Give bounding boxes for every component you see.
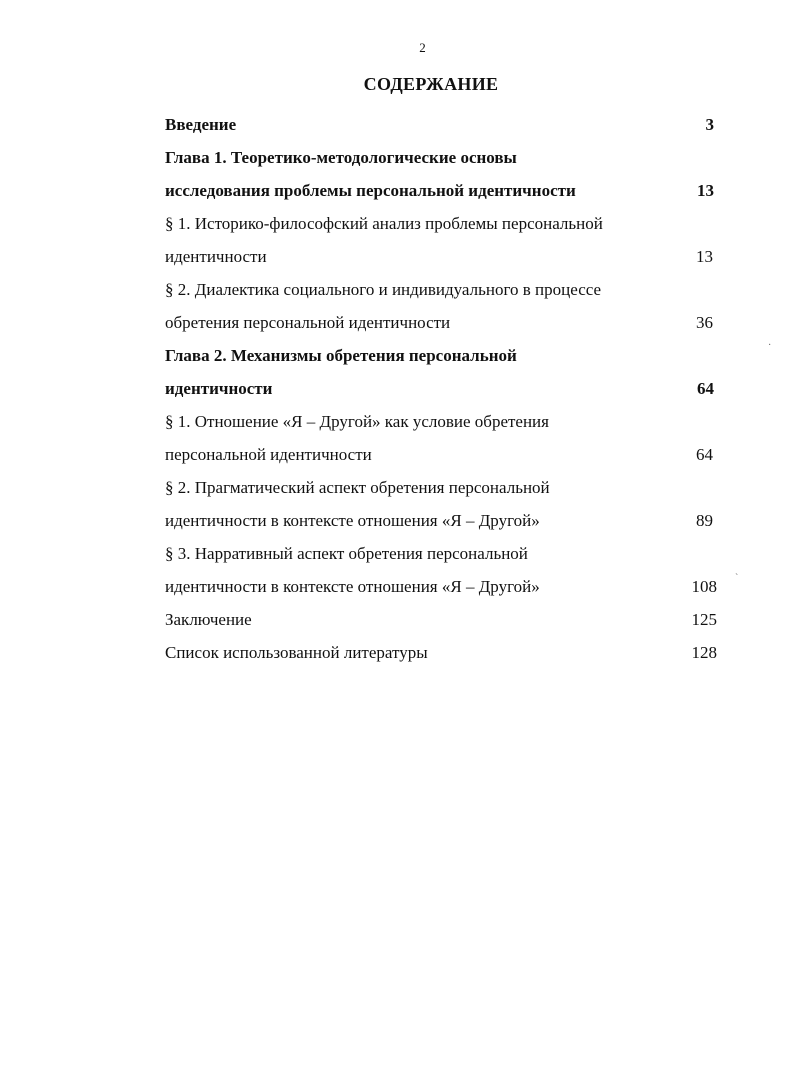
toc-page-number: 13	[697, 181, 714, 200]
toc-entry-section-1-2[interactable]	[165, 273, 717, 339]
toc-page-number: 64	[696, 445, 713, 464]
toc-entry-section-1-1[interactable]	[165, 207, 717, 273]
toc-entry-chapter-1[interactable]	[165, 141, 717, 207]
toc-entry-text: § 1. Отношение «Я – Другой» как условие обретения	[165, 412, 549, 431]
toc-entry-text: § 2. Прагматический аспект обретения персональной	[165, 478, 550, 497]
toc-entry-text: идентичности в контексте отношения «Я – Другой»	[165, 577, 540, 596]
toc-page-number: 3	[705, 115, 714, 134]
toc-entry-section-2-3[interactable]	[165, 537, 717, 603]
toc-entry-text: идентичности	[165, 379, 273, 398]
toc-page-number: 89	[696, 511, 713, 530]
toc-entry-text: § 3. Нарративный аспект обретения персональной	[165, 544, 528, 563]
toc-page-number: 64	[697, 379, 714, 398]
toc-entry-text: § 2. Диалектика социального и индивидуального в процессе	[165, 280, 602, 299]
toc-title: СОДЕРЖАНИЕ	[363, 74, 499, 94]
table-of-contents	[165, 108, 717, 669]
toc-page-number: 125	[691, 610, 717, 629]
toc-entry-chapter-2[interactable]	[165, 339, 717, 405]
page-number: 2	[419, 40, 426, 55]
toc-entry-bibliography[interactable]	[165, 636, 717, 669]
toc-entry-text: идентичности в контексте отношения «Я – Другой»	[165, 511, 540, 530]
toc-entry-section-2-1[interactable]	[165, 405, 717, 471]
toc-page-number: 13	[696, 247, 713, 266]
toc-entry-introduction[interactable]	[165, 108, 717, 141]
scan-speck: ·	[768, 340, 772, 351]
toc-entry-text: Список использованной литературы	[165, 643, 428, 662]
toc-page-number: 108	[691, 577, 717, 596]
toc-entry-section-2-2[interactable]	[165, 471, 717, 537]
toc-entry-text: исследования проблемы персональной идентичности	[165, 181, 576, 200]
toc-entry-text: § 1. Историко-философский анализ проблемы персональной	[165, 214, 603, 233]
toc-entry-conclusion[interactable]	[165, 603, 717, 636]
toc-page-number: 36	[696, 313, 713, 332]
toc-entry-text: идентичности	[165, 247, 267, 266]
toc-entry-text: Глава 1. Теоретико-методологические основы	[165, 148, 517, 167]
toc-entry-text: персональной идентичности	[165, 445, 372, 464]
toc-entry-text: Введение	[165, 115, 237, 134]
toc-entry-text: Заключение	[165, 610, 252, 629]
toc-page-number: 128	[691, 643, 717, 662]
toc-entry-text: Глава 2. Механизмы обретения персональной	[165, 346, 517, 365]
scan-speck: ˋ	[735, 573, 739, 584]
toc-entry-text: обретения персональной идентичности	[165, 313, 451, 332]
